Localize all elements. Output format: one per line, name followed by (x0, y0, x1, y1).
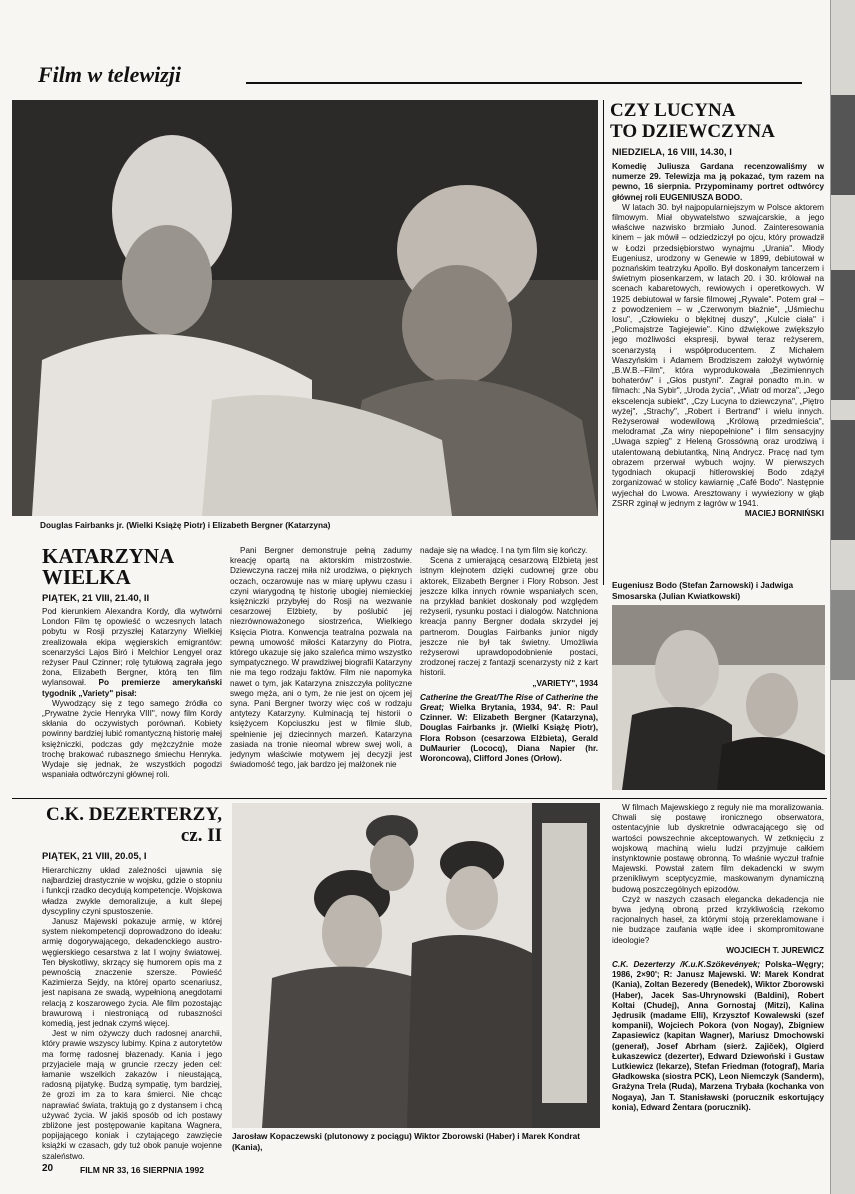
katarzyna-headline-line1: KATARZYNA (42, 544, 175, 568)
lucyna-lead: Komedię Juliusza Gardana recenzowaliśmy w numerze 29. Telewizja ma ją pokazać, tym razem na pewno, 16 sierpnia. Przypominamy portret odtwórcy głównej roli EUGENIUSZA BODO. (612, 162, 824, 202)
photo-bodo-smosarska (612, 605, 825, 790)
adjacent-page-edge (830, 0, 855, 1194)
dezerterzy-p1: Hierarchiczny układ zależności ujawnia się najbardziej drastycznie w wojsku, gdzie o stopniu i funkcji rzadko decydują kompetencje. Wojskowa władza zwykle demoralizuje, a kult ślepej dyscypliny czyni spustoszenie. (42, 866, 222, 916)
katarzyna-review-p1: Wywodzący się z tego samego źródła co „Prywatne życie Henryka VIII", nowy film Kordy skłania do oczywistych porównań. Kobiety powinny bardziej lubić romantyczną historię małej księżniczki, podczas gdy mężczyźnie może trochę brakować rubasznego śmiechu Henryka. Wydaje się jednak, że wszystkich pogodzi wspaniała odtwórczyni głównej roli. (42, 698, 222, 780)
lucyna-signature: MACIEJ BORNIŃSKI (744, 508, 824, 518)
katarzyna-signature: „VARIETY", 1934 (532, 678, 598, 688)
section-divider (12, 798, 827, 799)
dezerterzy-p5: Czyż w naszych czasach elegancka dekadencja nie bywa jedyną obroną przed krzykliwością rzekomo racjonalnych haseł, za którymi stoją przereklamowane i nie budzące zaufania wątłe idee i skompromitowane ideologie? (612, 894, 824, 945)
bodo-photo-caption: Eugeniusz Bodo (Stefan Żarnowski) i Jadwiga Smosarska (Julian Kwiatkowski) (612, 580, 794, 601)
dezerterzy-p3: Jest w nim ożywczy duch radosnej anarchii, który prawie wszyscy lubimy. Kpina z autorytetów ma formę radosnej błazenady. Kania i jego przyjaciele mają w gruncie rzeczy jeden cel: łamanie wszelkich zakazów i nieustającą, radosną pijatykę. Budzą sympatię, tym bardziej, że grozi im za to kara śmierci. Nie chcąc naprawiać świata, traktują go z dystansem i chcą używać życia. W jakiś sposób od ich postawy zbliżone jest postępowanie kapitana Wagnera, popijającego koniak i czytającego zawzięcie książki w czasach, gdy tuż obok panuje wojenne szaleństwo. (42, 1029, 222, 1161)
katarzyna-review-p4: Scena z umierającą cesarzową Elżbietą jest istnym klejnotem dzięki cudownej grze obu aktorek, Elizabeth Bergner i Flory Robson. Jest jeszcze kilka innych równie wspaniałych scen, na przykład bankiet doskonały pod względem reżyserii, rysunku postaci i dialogów. Natchniona kreacja panny Bergner dodała skrzydeł jej partnerom. Douglas Fairbanks junior nigdy jeszcze nie był tak świetny. Umożliwia reżyserowi uprawdopodobnienie postaci, zrodzonej raczej z fantazji scenarzysty niż z kart historii. (420, 556, 598, 678)
katarzyna-broadcast-time: PIĄTEK, 21 VIII, 21.40, II (42, 593, 150, 604)
dezerterzy-photo-caption: Jarosław Kopaczewski (plutonowy z pociągu) Wiktor Zborowski (Haber) i Marek Kondrat (Kania), (232, 1131, 580, 1152)
photo-catherine-the-great (12, 100, 598, 516)
issue-line: FILM NR 33, 16 SIERPNIA 1992 (80, 1165, 204, 1175)
section-rule (246, 82, 802, 84)
dezerterzy-col1 (42, 866, 222, 1161)
photo-top-caption: Douglas Fairbanks jr. (Wielki Książę Piotr) i Elizabeth Bergner (Katarzyna) (40, 520, 331, 530)
dezerterzy-p2: Janusz Majewski pokazuje armię, w której system niekompetencji doprowadzono do ideału: armię dogorywającego, dekadenckiego austro-węgierskiego cesarstwa z lat I wojny światowej. Ten błyskotliwy, skrzący się humorem opis ma z pewnością znaczenie szersze. Powieść Kazimierza Sejdy, na której oparto scenariusz, jest napisana ze swadą, wypełnioną anegdotami relacją z koszarowego życia. Ale film pozostając brawurową i niestroniącą od rubaszności komedią, jest jednak czymś więcej. (42, 917, 222, 1029)
dezerterzy-credits: C.K. Dezerterzy /K.u.K.Szökevények; Polska–Węgry; 1986, 2×90'; R: Janusz Majewski. W: Marek Kondrat (Kania), Zoltan Bezeredy (Benedek), Wiktor Zborowski (Haber), Jacek Sas-Uhrynowski (Baldini), Robert Koltai (Chudej), Anna Gornostaj (Mitzi), Kalina Jędrusik (madame Elli), Krzysztof Kowalewski (szef kompanii), Wojciech Pokora (von Nogay), Zbigniew Zapasiewicz (kapitan Wagner), Mariusz Dmochowski (generał), Josef Abrham (sierż. Zajiček), Olgierd Łukaszewicz (dezerter), Edward Dziewoński i Gustaw Lutkiewicz (lekarze), Stefan Friedman (fotograf), Maria Gładkowska (siostra PCK), Leon Niemczyk (Sanderm), Grażyna Trela (Ruda), Marzena Trybała (kochanka von Nogaya), Jan T. Stanisławski (porucznik eskortujący konia), Edward Żentara (porucznik). (612, 960, 824, 1112)
katarzyna-col2 (230, 546, 412, 794)
dezerterzy-signature: WOJCIECH T. JUREWICZ (726, 945, 824, 955)
katarzyna-headline (42, 546, 222, 588)
katarzyna-credits: Catherine the Great/The Rise of Catherine the Great; Wielka Brytania, 1934, 94'. R: Paul Czinner. W: Elizabeth Bergner (Katarzyna), Douglas Fairbanks jr. (Wielki Książę Piotr), Flora Robson (cesarzowa Elżbieta), Gerald DuMaurier (Lococq), Diana Napier (hr. Woroncowa), Clifford Jones (Orłow). (420, 692, 598, 764)
katarzyna-variety-lead: Po premierze amerykański tygodnik „Variety" pisał: (42, 678, 223, 698)
katarzyna-col3 (420, 546, 598, 794)
column-rule (603, 100, 604, 585)
dezerterzy-headline-line1: C.K. DEZERTERZY, (45, 804, 222, 825)
katarzyna-col1 (42, 607, 222, 792)
page-number: 20 (42, 1163, 54, 1174)
lucyna-text (612, 162, 824, 557)
dezerterzy-headline (42, 804, 222, 846)
lucyna-body: W latach 30. był najpopularniejszym w Polsce aktorem filmowym. Miał obywatelstwo szwajcarskie, a jego właściwe nazwisko brzmiało Junod. Zainteresowania kinem – jak mówił – odziedziczył po ojcu, który prowadził w Łodzi przedsiębiorstwo wynajmu „Urania". Młody Eugeniusz, urodzony w Genewie w 1899, debiutował w poznańskim teatrzyku Apollo. Był doskonałym tancerzem i świetnym piosenkarzem, w latach 20. i 30. królował na scenach kabaretowych, rewiowych i operetkowych. W 1925 debiutował w farsie filmowej „Rywale". Potem grał – z powodzeniem – w „Czerwonym błaźnie", „Uśmiechu losu", „Człowieku o błękitnej duszy", „Kulcie ciała" i „Policmajstrze Tagiejewie". Kino dźwiękowe zwiększyło jego możliwości ekspresji, bywał teraz reżyserem, scenarzystą i współproducentem. Z Michałem Waszyńskim i Adamem Brodziszem założył wytwórnię „B.W.B.–Film", która wyprodukowała „Bezimiennych bohaterów" i „Głos pustyni". Zagrał ponadto m.in. w filmach: „Na Sybir", „Uroda życia", „Wiatr od morza", „Jego ekscelencja subiekt", „Czy Lucyna to dziewczyna", „Piętro wyżej", „Strachy", „Robert i Bertrand" i wielu innych. Reżyserował wodewilową „Królową przedmieścia", melodramat „Za winy niepopełnione" i film sensacyjny „Uwaga szpieg" z Heleną Grossówną oraz urodziwą i utalentowaną debiutantką, Niną Andrycz. Pracę nad tym obrazem przerwał wybuch wojny. W pierwszych tygodniach okupacji hitlerowskiej Bodo zdążył zorganizować w stolicy kawiarnię „Café Bodo". Następnie wyjechał do Lwowa. Aresztowany i wywieziony w głąb ZSRR zginął w jednym z łagrów w 1941. (612, 202, 824, 508)
katarzyna-headline-line2: WIELKA (42, 565, 131, 589)
dezerterzy-p4: W filmach Majewskiego z reguły nie ma moralizowania. Chwali się postawę ironicznego obserwatora, ostentacyjnie lub dyskretnie odwracającego się od wartości powszechnie akceptowanych. W zetknięciu z wojskową machiną wielu ludzi przyjmuje całkiem instynktownie postawę obronną. To właśnie wyczuł trafnie Majewski. Powstał zatem film dekadencki w swym przenikliwym sceptycyzmie, maskowanym dynamiczną budową poszczególnych epizodów. (612, 803, 824, 894)
dezerterzy-col2 (612, 803, 824, 1158)
dezerterzy-headline-line2: cz. II (180, 825, 222, 846)
lucyna-headline-line1: CZY LUCYNA (610, 100, 736, 121)
katarzyna-intro: Pod kierunkiem Alexandra Kordy, dla wytwórni London Film tę opowieść o wczesnych latach pobytu w Rosji przyszłej Katarzyny Wielkiej zrealizowała ekipa węgierskich emigrantów: scenarzyści Lajos Biró i Melchior Lengyel oraz reżyser Paul Czinner; rolę tytułową zagrała jego żona, Elizabeth Bergner, którą ten film wylansował. (42, 607, 222, 688)
katarzyna-review-p2: Pani Bergner demonstruje pełną zadumy kreację opartą na aktorskim mistrzostwie. Dziewczyna raczej miła niż urodziwa, o pięknych oczach, oczarowuje nas w miarę upływu czasu i czyni wiarygodną tę historię ubogiej niemieckiej księżniczki przybyłej do Rosji na wezwanie cesarzowej Elżbiety, by poślubić jej niezrównoważonego siostrzeńca, Wielkiego Księcia Piotra. Konwencja teatralna pozwala na pewną umowość miłości Katarzyny do Piotra, którego ukazuje się jako szaleńca mimo wszystko sympatycznego. W prawdziwej biografii Katarzyny nie ma tego rodzaju faktów. Film nie napomyka nawet o tym, jak Katarzyna zniszczyła polityczne swego męża, ani o tym, że nie jest on ojcem jej syna. Pani Bergner tworzy więc coś w rodzaju antytezy Katarzyny. Kulminacją tej historii o księżycem Kopciuszku jest w filmie ślub, spełnienie jej dziecinnych marzeń. Katarzyna zasiada na tronie nieomal wbrew swej woli, a jedynym właściwie motywem jej decyzji jest świadomość tego, jak bardzo jej małżonek nie (230, 546, 412, 770)
section-title: Film w telewizji (38, 62, 182, 87)
dezerterzy-broadcast-time: PIĄTEK, 21 VIII, 20.05, I (42, 851, 147, 862)
lucyna-headline (610, 100, 825, 142)
katarzyna-review-p3: nadaje się na władcę. I na tym film się kończy. (420, 546, 588, 555)
lucyna-headline-line2: TO DZIEWCZYNA (610, 121, 775, 142)
lucyna-broadcast-time: NIEDZIELA, 16 VIII, 14.30, I (612, 147, 732, 158)
photo-ck-dezerterzy (232, 803, 600, 1128)
